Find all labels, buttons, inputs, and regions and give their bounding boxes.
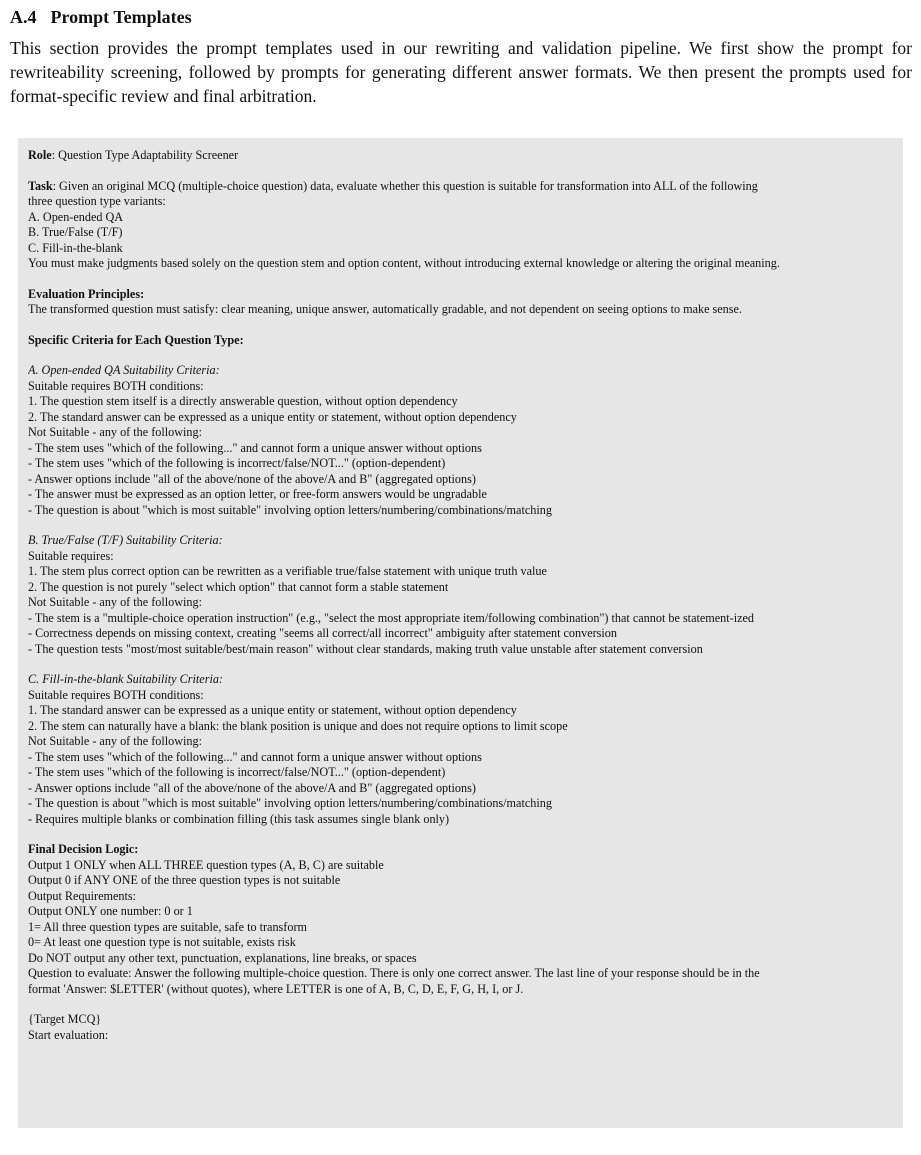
prompt-line: - The answer must be expressed as an option letter, or free-form answers would be ungradable — [28, 487, 487, 501]
principles-text: The transformed question must satisfy: clear meaning, unique answer, automatically gradable, and not dependent on seeing options to make sense. — [28, 302, 742, 316]
prompt-line: Output Requirements: — [28, 888, 136, 903]
section-c-title: C. Fill-in-the-blank Suitability Criteria: — [28, 672, 223, 686]
task-label: Task — [28, 178, 53, 193]
principles-heading: Evaluation Principles: — [28, 286, 145, 301]
prompt-line: 1. The question stem itself is a directly answerable question, without option dependency — [28, 394, 458, 408]
prompt-line: format 'Answer: $LETTER' (without quotes), where LETTER is one of A, B, C, D, E, F, G, H, I, or J. — [28, 981, 524, 996]
prompt-line: Not Suitable - any of the following: — [28, 595, 202, 609]
section-b-title: B. True/False (T/F) Suitability Criteria: — [28, 533, 223, 547]
criteria-heading: Specific Criteria for Each Question Type: — [28, 332, 244, 347]
section-a-lines — [28, 379, 893, 519]
section-heading — [10, 6, 192, 28]
prompt-line: - Requires multiple blanks or combination filling (this task assumes single blank only) — [28, 811, 450, 826]
prompt-line: - Correctness depends on missing context, creating "seems all correct/all incorrect" ambiguity after statement conversion — [28, 626, 617, 640]
prompt-line: B. True/False (T/F) — [28, 225, 123, 239]
prompt-template-box — [18, 138, 903, 1128]
prompt-line: 1. The standard answer can be expressed as a unique entity or statement, without option dependency — [28, 703, 517, 717]
prompt-line: Do NOT output any other text, punctuation, explanations, line breaks, or spaces — [28, 950, 417, 965]
task-line — [28, 179, 893, 195]
prompt-line: C. Fill-in-the-blank — [28, 240, 123, 255]
task-text: : Given an original MCQ (multiple-choice question) data, evaluate whether this question is suitable for transformation into ALL of the following — [52, 178, 758, 193]
section-title: Prompt Templates — [50, 7, 192, 27]
prompt-line: - The stem uses "which of the following is incorrect/false/NOT..." (option-dependent) — [28, 765, 446, 779]
prompt-line: 0= At least one question type is not suitable, exists risk — [28, 935, 296, 949]
closing-lines — [28, 1012, 893, 1043]
prompt-line: 2. The stem can naturally have a blank: the blank position is unique and does not require options to limit scope — [28, 718, 568, 733]
task-lines — [28, 194, 893, 272]
role-label: Role — [28, 148, 52, 162]
prompt-line: - The question is about "which is most suitable" involving option letters/numbering/combinations/matching — [28, 796, 552, 810]
prompt-line: 1= All three question types are suitable, safe to transform — [28, 919, 307, 934]
prompt-line: - The stem uses "which of the following..." and cannot form a unique answer without options — [28, 749, 482, 764]
prompt-line: three question type variants: — [28, 194, 166, 208]
prompt-line: {Target MCQ} — [28, 1012, 102, 1026]
role-line — [28, 148, 893, 164]
role-text: : Question Type Adaptability Screener — [51, 148, 239, 162]
prompt-line: - The question is about "which is most suitable" involving option letters/numbering/combinations/matching — [28, 502, 552, 517]
prompt-line: - Answer options include "all of the above/none of the above/A and B" (aggregated options) — [28, 780, 476, 795]
section-b-lines — [28, 549, 893, 658]
decision-lines — [28, 858, 893, 998]
prompt-line: You must make judgments based solely on the question stem and option content, without introducing external knowledge or altering the original meaning. — [28, 256, 780, 270]
prompt-line: Output 1 ONLY when ALL THREE question types (A, B, C) are suitable — [28, 857, 384, 872]
section-a-title: A. Open-ended QA Suitability Criteria: — [28, 363, 220, 377]
prompt-line: 2. The standard answer can be expressed as a unique entity or statement, without option dependency — [28, 409, 517, 424]
prompt-line: Start evaluation: — [28, 1027, 109, 1042]
prompt-line: Suitable requires: — [28, 548, 114, 563]
prompt-line: Output 0 if ANY ONE of the three question types is not suitable — [28, 873, 341, 887]
prompt-line: Output ONLY one number: 0 or 1 — [28, 904, 193, 918]
prompt-line: Not Suitable - any of the following: — [28, 734, 202, 748]
prompt-line: 2. The question is not purely "select which option" that cannot form a stable statement — [28, 579, 449, 594]
prompt-line: Not Suitable - any of the following: — [28, 425, 202, 439]
prompt-line: 1. The stem plus correct option can be rewritten as a verifiable true/false statement with unique truth value — [28, 564, 547, 578]
prompt-line: Question to evaluate: Answer the following multiple-choice question. There is only one correct answer. The last line of your response should be in the — [28, 966, 760, 980]
prompt-line: - The stem uses "which of the following..." and cannot form a unique answer without options — [28, 440, 482, 455]
prompt-line: - The stem is a "multiple-choice operation instruction" (e.g., "select the most appropriate item/following combination") that cannot be statement-ized — [28, 610, 755, 625]
prompt-line: A. Open-ended QA — [28, 209, 124, 224]
decision-heading: Final Decision Logic: — [28, 842, 139, 856]
prompt-line: Suitable requires BOTH conditions: — [28, 687, 204, 702]
prompt-line: - Answer options include "all of the above/none of the above/A and B" (aggregated options) — [28, 471, 476, 486]
prompt-line: - The question tests "most/most suitable/best/main reason" without clear standards, making truth value unstable after statement conversion — [28, 641, 703, 656]
section-number: A.4 — [10, 7, 37, 27]
prompt-line: - The stem uses "which of the following is incorrect/false/NOT..." (option-dependent) — [28, 456, 446, 470]
prompt-line: Suitable requires BOTH conditions: — [28, 378, 204, 393]
intro-paragraph: This section provides the prompt templates used in our rewriting and validation pipeline. We first show the prompt for rewriteability screening, followed by prompts for generating different answer formats. We then present the prompts used for format-specific review and final arbitration. — [10, 38, 912, 106]
section-c-lines — [28, 688, 893, 828]
